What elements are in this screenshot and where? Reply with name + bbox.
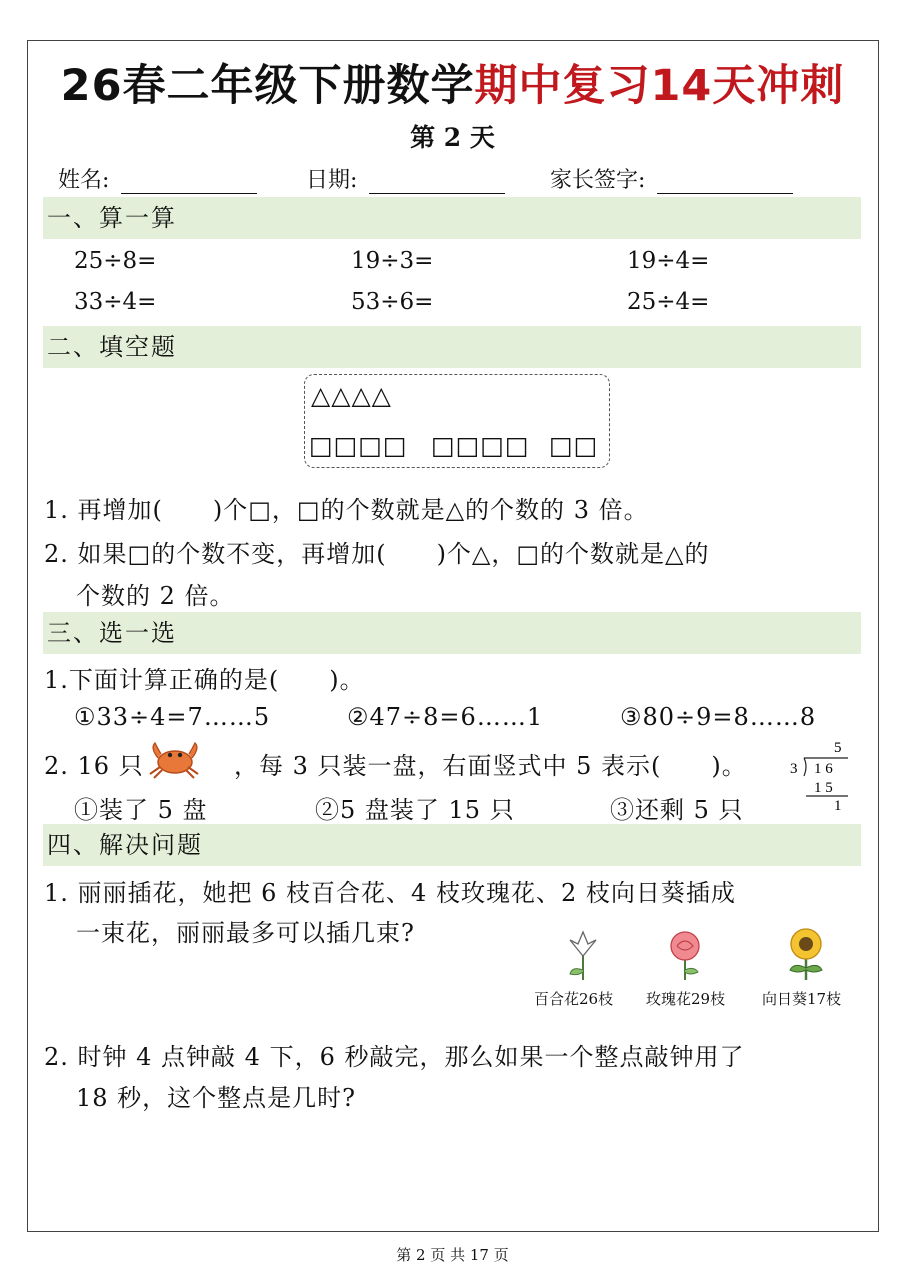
title-red: 期中复习14天冲刺 <box>474 61 845 111</box>
square-group-3: □□ <box>549 431 599 460</box>
name-label: 姓名: <box>58 168 110 193</box>
choice-option[interactable]: ①装了 5 盘 <box>74 796 208 824</box>
page-title <box>0 52 905 113</box>
choice-option[interactable]: ①33÷4=7……5 <box>74 703 271 731</box>
flower-caption-3: 向日葵17枝 <box>762 990 842 1008</box>
date-field[interactable] <box>306 163 505 194</box>
title-black: 26春二年级下册数学 <box>60 61 475 111</box>
problem-1-line2: 一束花，丽丽最多可以插几束? <box>76 919 415 947</box>
choice-option[interactable]: ③还剩 5 只 <box>610 796 744 824</box>
calc-item: 53÷6= <box>351 289 434 315</box>
problem-2-line1: 2. 时钟 4 点钟敲 4 下，6 秒敲完，那么如果一个整点敲钟用了 <box>44 1043 745 1071</box>
div-quotient: 5 <box>834 740 842 756</box>
triangle-row: △△△△ <box>311 381 392 410</box>
flower-caption-1: 百合花26枝 <box>534 990 614 1008</box>
calc-item: 25÷8= <box>74 248 157 274</box>
problem-2-line2: 18 秒，这个整点是几时? <box>76 1084 357 1112</box>
calc-item: 25÷4= <box>627 289 710 315</box>
fill-question-2-line2: 个数的 2 倍。 <box>76 582 235 610</box>
problem-1-line1: 1. 丽丽插花，她把 6 枝百合花、4 枝玫瑰花、2 枝向日葵插成 <box>44 879 736 907</box>
calc-item: 33÷4= <box>74 289 157 315</box>
calc-item: 19÷4= <box>627 248 710 274</box>
parent-blank[interactable] <box>657 169 793 194</box>
choice-question-2-a: 2. 16 只 <box>44 752 144 780</box>
rose-icon <box>662 928 708 984</box>
name-field[interactable] <box>58 163 257 194</box>
fill-question-1: 1. 再增加( )个□，□的个数就是△的个数的 3 倍。 <box>44 496 649 524</box>
div-dividend: 1 6 <box>814 761 833 777</box>
section-heading-3: 三、选一选 <box>43 612 861 654</box>
page-number: 第 2 页 共 17 页 <box>396 1246 509 1264</box>
div-product: 1 5 <box>814 780 833 796</box>
sunflower-icon <box>782 926 830 984</box>
name-blank[interactable] <box>121 169 257 194</box>
fill-question-2-line1: 2. 如果□的个数不变，再增加( )个△，□的个数就是△的 <box>44 540 710 568</box>
calc-item: 19÷3= <box>351 248 434 274</box>
section-heading-2: 二、填空题 <box>43 326 861 368</box>
choice-option[interactable]: ③80÷9=8……8 <box>620 703 817 731</box>
square-group-1: □□□□ <box>309 431 408 460</box>
choice-question-2-b: ，每 3 只装一盘，右面竖式中 5 表示( )。 <box>234 752 747 780</box>
section-heading-4: 四、解决问题 <box>43 824 861 866</box>
date-blank[interactable] <box>369 169 505 194</box>
choice-option[interactable]: ②47÷8=6……1 <box>347 703 544 731</box>
flower-caption-2: 玫瑰花29枝 <box>646 990 726 1008</box>
long-division <box>788 738 854 814</box>
choice-option[interactable]: ②5 盘装了 15 只 <box>315 796 515 824</box>
div-remainder: 1 <box>834 798 842 814</box>
section-heading-1: 一、算一算 <box>43 197 861 239</box>
crab-icon <box>146 740 204 780</box>
day-label: 第 2 天 <box>410 123 495 152</box>
parent-sign-field[interactable] <box>550 163 793 194</box>
parent-label: 家长签字: <box>550 168 646 193</box>
lily-icon <box>560 930 606 984</box>
div-divisor: 3 <box>790 761 798 777</box>
square-group-2: □□□□ <box>431 431 530 460</box>
choice-question-1: 1.下面计算正确的是( )。 <box>44 666 365 694</box>
date-label: 日期: <box>306 168 358 193</box>
